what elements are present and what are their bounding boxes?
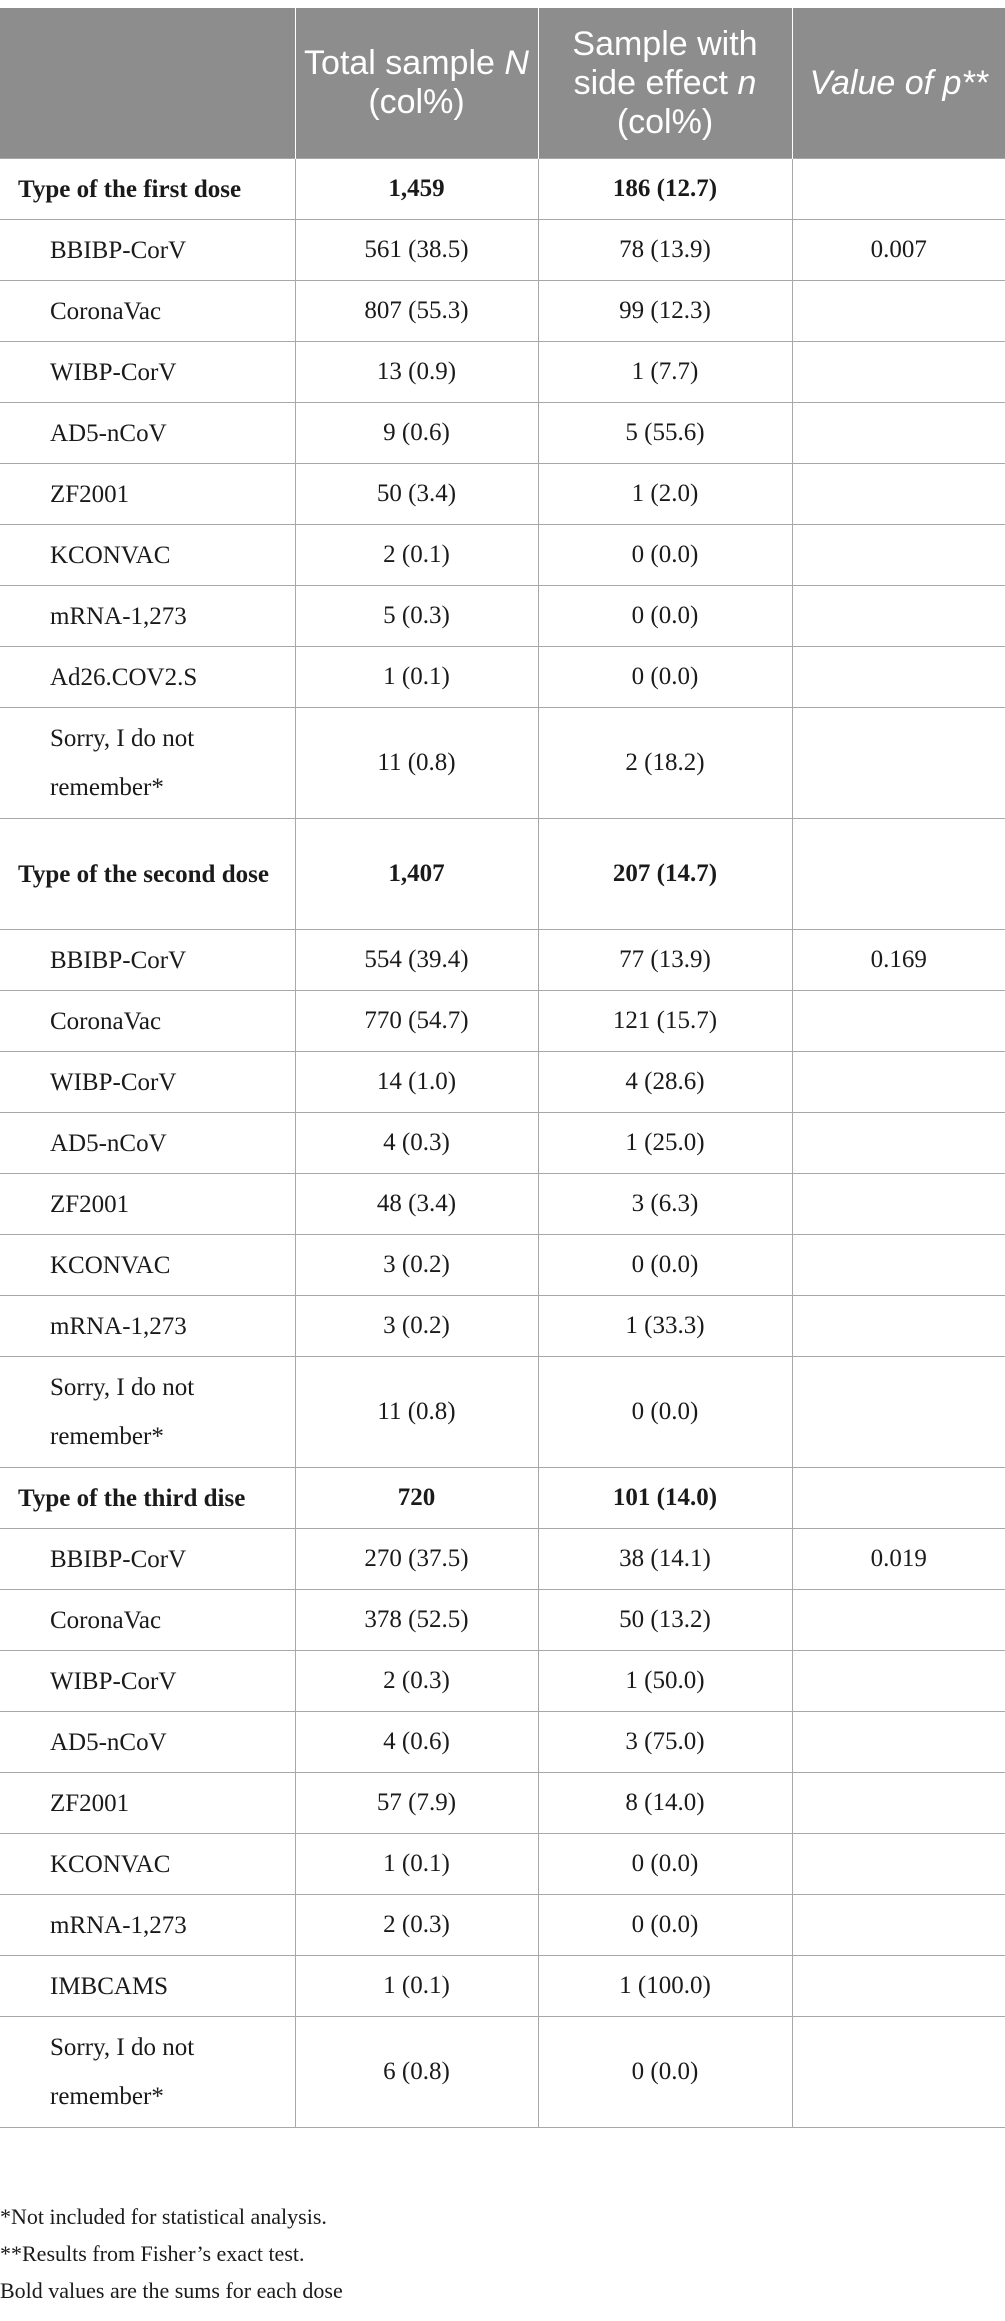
total-sample-cell: 1 (0.1) [295, 1956, 538, 2017]
side-effect-cell: 1 (100.0) [538, 1956, 792, 2017]
table-row [0, 586, 1005, 647]
vaccine-type-cell: BBIBP-CorV [0, 1529, 295, 1590]
p-value-cell [792, 1956, 1005, 2017]
vaccine-type-cell: Sorry, I do not remember* [0, 708, 295, 819]
total-sample-cell: 1 (0.1) [295, 647, 538, 708]
vaccine-type-cell: Type of the second dose [0, 819, 295, 930]
vaccine-type-cell: KCONVAC [0, 1834, 295, 1895]
p-value-cell [792, 342, 1005, 403]
header-italic-text: ** [961, 63, 988, 102]
p-value-cell [792, 586, 1005, 647]
side-effect-cell: 3 (6.3) [538, 1174, 792, 1235]
side-effect-cell: 1 (50.0) [538, 1651, 792, 1712]
total-sample-cell: 14 (1.0) [295, 1052, 538, 1113]
vaccine-type-cell: mRNA-1,273 [0, 586, 295, 647]
side-effect-cell: 2 (18.2) [538, 708, 792, 819]
header-text: (col%) [616, 102, 714, 141]
side-effect-cell: 77 (13.9) [538, 930, 792, 991]
total-sample-cell: 9 (0.6) [295, 403, 538, 464]
footnote: **Results from Fisher’s exact test. [0, 2241, 305, 2266]
footnote: *Not included for statistical analysis. [0, 2204, 327, 2229]
p-value-cell [792, 1468, 1005, 1529]
vaccine-type-cell: KCONVAC [0, 525, 295, 586]
total-sample-cell: 11 (0.8) [295, 708, 538, 819]
side-effect-cell: 0 (0.0) [538, 586, 792, 647]
header-text: Sample with side effect [572, 24, 758, 102]
side-effect-cell: 0 (0.0) [538, 2017, 792, 2128]
table-row [0, 1773, 1005, 1834]
footnotes [0, 2198, 343, 2309]
p-value-cell [792, 708, 1005, 819]
total-sample-cell: 57 (7.9) [295, 1773, 538, 1834]
side-effect-cell: 1 (33.3) [538, 1296, 792, 1357]
vaccine-type-cell: ZF2001 [0, 1773, 295, 1834]
side-effect-cell: 50 (13.2) [538, 1590, 792, 1651]
table-row [0, 1296, 1005, 1357]
p-value-cell [792, 1895, 1005, 1956]
vaccine-type-cell: WIBP-CorV [0, 342, 295, 403]
table-row [0, 1712, 1005, 1773]
table-row [0, 1357, 1005, 1468]
side-effect-cell: 3 (75.0) [538, 1712, 792, 1773]
total-sample-cell: 11 (0.8) [295, 1357, 538, 1468]
p-value-cell [792, 1712, 1005, 1773]
total-sample-cell: 807 (55.3) [295, 281, 538, 342]
table-row [0, 220, 1005, 281]
table-row [0, 1651, 1005, 1712]
group-total-row [0, 159, 1005, 220]
side-effect-cell: 78 (13.9) [538, 220, 792, 281]
header-row [0, 8, 1005, 159]
p-value-cell [792, 1052, 1005, 1113]
header-text: (col%) [368, 83, 465, 121]
side-effect-cell: 0 (0.0) [538, 1895, 792, 1956]
p-value-cell [792, 159, 1005, 220]
side-effect-cell: 1 (7.7) [538, 342, 792, 403]
vaccine-type-cell: Sorry, I do not remember* [0, 2017, 295, 2128]
total-sample-cell: 5 (0.3) [295, 586, 538, 647]
total-sample-cell: 378 (52.5) [295, 1590, 538, 1651]
table-row [0, 2017, 1005, 2128]
table-container [0, 8, 1005, 2128]
p-value-cell: 0.169 [792, 930, 1005, 991]
side-effect-cell: 8 (14.0) [538, 1773, 792, 1834]
table-row [0, 1834, 1005, 1895]
total-sample-cell: 13 (0.9) [295, 342, 538, 403]
table-row [0, 1956, 1005, 2017]
total-sample-cell: 4 (0.3) [295, 1113, 538, 1174]
footnote: Bold values are the sums for each dose [0, 2278, 343, 2303]
group-total-row [0, 1468, 1005, 1529]
side-effect-cell: 121 (15.7) [538, 991, 792, 1052]
total-sample-cell: 554 (39.4) [295, 930, 538, 991]
table-header [0, 8, 1005, 159]
table-row [0, 464, 1005, 525]
table-row [0, 1235, 1005, 1296]
side-effect-cell: 207 (14.7) [538, 819, 792, 930]
side-effect-cell: 0 (0.0) [538, 1235, 792, 1296]
side-effect-cell: 101 (14.0) [538, 1468, 792, 1529]
p-value-cell [792, 1590, 1005, 1651]
side-effect-cell: 4 (28.6) [538, 1052, 792, 1113]
side-effect-cell: 0 (0.0) [538, 647, 792, 708]
side-effect-cell: 186 (12.7) [538, 159, 792, 220]
table-row [0, 342, 1005, 403]
header-italic-text: n [737, 63, 757, 102]
total-sample-cell: 770 (54.7) [295, 991, 538, 1052]
table-row [0, 1113, 1005, 1174]
vaccine-type-cell: mRNA-1,273 [0, 1895, 295, 1956]
vaccine-type-cell: ZF2001 [0, 1174, 295, 1235]
vaccine-type-cell: IMBCAMS [0, 1956, 295, 2017]
total-sample-cell: 3 (0.2) [295, 1235, 538, 1296]
p-value-cell [792, 1651, 1005, 1712]
table-row [0, 708, 1005, 819]
total-sample-cell: 1,459 [295, 159, 538, 220]
total-sample-cell: 2 (0.3) [295, 1895, 538, 1956]
vaccine-type-cell: mRNA-1,273 [0, 1296, 295, 1357]
table-row [0, 525, 1005, 586]
p-value-cell [792, 1296, 1005, 1357]
vaccine-type-cell: WIBP-CorV [0, 1651, 295, 1712]
total-sample-cell: 4 (0.6) [295, 1712, 538, 1773]
p-value-cell [792, 1113, 1005, 1174]
p-value-cell [792, 991, 1005, 1052]
vaccine-type-cell: Sorry, I do not remember* [0, 1357, 295, 1468]
side-effect-cell: 0 (0.0) [538, 525, 792, 586]
table-row [0, 930, 1005, 991]
table-row [0, 991, 1005, 1052]
total-sample-cell: 720 [295, 1468, 538, 1529]
header-cell-p-value [792, 8, 1005, 159]
side-effect-cell: 0 (0.0) [538, 1357, 792, 1468]
total-sample-cell: 2 (0.3) [295, 1651, 538, 1712]
total-sample-cell: 48 (3.4) [295, 1174, 538, 1235]
vaccine-type-cell: Ad26.COV2.S [0, 647, 295, 708]
total-sample-cell: 1 (0.1) [295, 1834, 538, 1895]
table-row [0, 1529, 1005, 1590]
header-cell-total-sample [295, 8, 538, 159]
total-sample-cell: 2 (0.1) [295, 525, 538, 586]
total-sample-cell: 270 (37.5) [295, 1529, 538, 1590]
p-value-cell [792, 403, 1005, 464]
p-value-cell: 0.019 [792, 1529, 1005, 1590]
group-total-row [0, 819, 1005, 930]
p-value-cell [792, 281, 1005, 342]
p-value-cell [792, 1834, 1005, 1895]
p-value-cell [792, 464, 1005, 525]
vaccine-type-cell: KCONVAC [0, 1235, 295, 1296]
side-effect-cell: 0 (0.0) [538, 1834, 792, 1895]
total-sample-cell: 561 (38.5) [295, 220, 538, 281]
vaccine-type-cell: Type of the first dose [0, 159, 295, 220]
vaccine-type-cell: BBIBP-CorV [0, 930, 295, 991]
side-effect-cell: 1 (25.0) [538, 1113, 792, 1174]
vaccine-type-cell: BBIBP-CorV [0, 220, 295, 281]
p-value-cell [792, 819, 1005, 930]
vaccine-type-cell: AD5-nCoV [0, 1712, 295, 1773]
total-sample-cell: 50 (3.4) [295, 464, 538, 525]
table-row [0, 647, 1005, 708]
header-cell-blank [0, 8, 295, 159]
vaccine-side-effect-table [0, 8, 1005, 2128]
p-value-cell: 0.007 [792, 220, 1005, 281]
table-row [0, 1174, 1005, 1235]
p-value-cell [792, 2017, 1005, 2128]
side-effect-cell: 99 (12.3) [538, 281, 792, 342]
vaccine-type-cell: ZF2001 [0, 464, 295, 525]
vaccine-type-cell: Type of the third dise [0, 1468, 295, 1529]
header-italic-text: Value of p [809, 63, 962, 102]
header-cell-side-effect [538, 8, 792, 159]
table-row [0, 281, 1005, 342]
table-row [0, 1590, 1005, 1651]
table-body [0, 159, 1005, 2128]
table-row [0, 1895, 1005, 1956]
header-italic-text: N [504, 44, 529, 82]
p-value-cell [792, 525, 1005, 586]
vaccine-type-cell: CoronaVac [0, 991, 295, 1052]
total-sample-cell: 1,407 [295, 819, 538, 930]
side-effect-cell: 5 (55.6) [538, 403, 792, 464]
table-row [0, 1052, 1005, 1113]
vaccine-type-cell: AD5-nCoV [0, 1113, 295, 1174]
p-value-cell [792, 1174, 1005, 1235]
vaccine-type-cell: CoronaVac [0, 281, 295, 342]
vaccine-type-cell: WIBP-CorV [0, 1052, 295, 1113]
header-text: Total sample [304, 44, 505, 82]
side-effect-cell: 38 (14.1) [538, 1529, 792, 1590]
p-value-cell [792, 1357, 1005, 1468]
side-effect-cell: 1 (2.0) [538, 464, 792, 525]
total-sample-cell: 3 (0.2) [295, 1296, 538, 1357]
vaccine-type-cell: AD5-nCoV [0, 403, 295, 464]
table-row [0, 403, 1005, 464]
p-value-cell [792, 1773, 1005, 1834]
p-value-cell [792, 1235, 1005, 1296]
p-value-cell [792, 647, 1005, 708]
total-sample-cell: 6 (0.8) [295, 2017, 538, 2128]
vaccine-type-cell: CoronaVac [0, 1590, 295, 1651]
